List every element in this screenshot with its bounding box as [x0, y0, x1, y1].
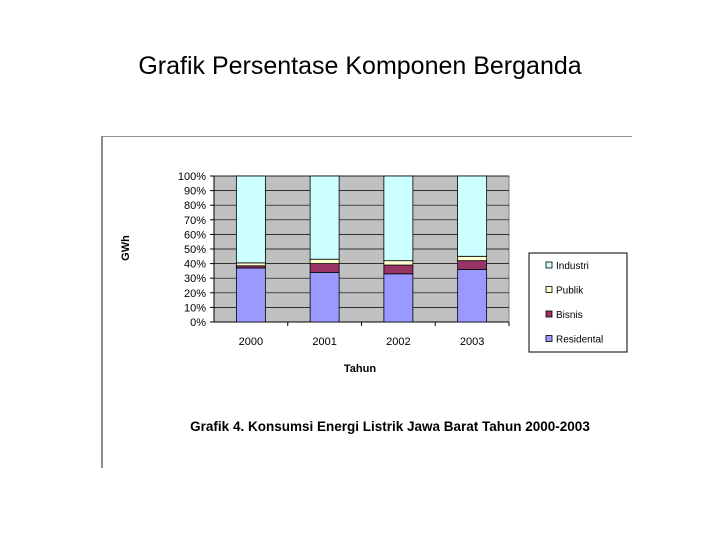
legend-swatch-residental	[546, 336, 552, 342]
bar-segment-bisnis	[384, 265, 413, 274]
bar-segment-residental	[458, 269, 487, 322]
bar-segment-industri	[310, 176, 339, 259]
x-tick-label: 2000	[238, 336, 264, 348]
bar-segment-industri	[458, 176, 487, 256]
y-tick-label: 90%	[183, 185, 206, 198]
bar-segment-bisnis	[310, 264, 339, 273]
legend-swatch-industri	[546, 262, 552, 268]
x-tick-label: 2002	[386, 336, 411, 348]
y-tick-label: 70%	[183, 214, 206, 227]
y-axis-label: GWh	[120, 235, 132, 261]
legend-label-industri: Industri	[556, 261, 589, 272]
legend-label-publik: Publik	[556, 285, 584, 297]
bar-segment-publik	[384, 261, 413, 265]
bar-segment-publik	[310, 259, 339, 263]
x-axis-label: Tahun	[343, 363, 377, 375]
y-tick-label: 40%	[183, 258, 206, 271]
legend-label-residental: Residental	[556, 334, 604, 346]
y-tick-label: 100%	[177, 171, 206, 183]
chart-title: Grafik 4. Konsumsi Energi Listrik Jawa Barat Tahun 2000-2003	[190, 419, 590, 434]
y-tick-label: 60%	[183, 229, 206, 242]
slide-title: Grafik Persentase Komponen Berganda	[138, 52, 582, 80]
bar-segment-bisnis	[458, 261, 487, 270]
y-tick-label: 10%	[183, 302, 206, 315]
x-tick-label: 2003	[459, 336, 485, 348]
x-tick-label: 2001	[312, 336, 337, 348]
bar-segment-residental	[310, 272, 339, 322]
legend-swatch-publik	[546, 287, 552, 293]
bar-segment-publik	[236, 263, 265, 266]
y-tick-label: 50%	[183, 244, 206, 256]
legend-swatch-bisnis	[546, 311, 552, 317]
bar-segment-residental	[236, 268, 265, 322]
y-tick-label: 80%	[183, 200, 206, 213]
y-tick-label: 0%	[190, 317, 206, 329]
bar-segment-industri	[236, 176, 265, 263]
legend-label-bisnis: Bisnis	[556, 310, 583, 321]
bar-segment-residental	[384, 274, 413, 322]
bar-segment-industri	[384, 176, 413, 261]
y-tick-label: 20%	[183, 287, 206, 300]
bar-segment-publik	[458, 256, 487, 260]
y-tick-label: 30%	[183, 273, 206, 286]
